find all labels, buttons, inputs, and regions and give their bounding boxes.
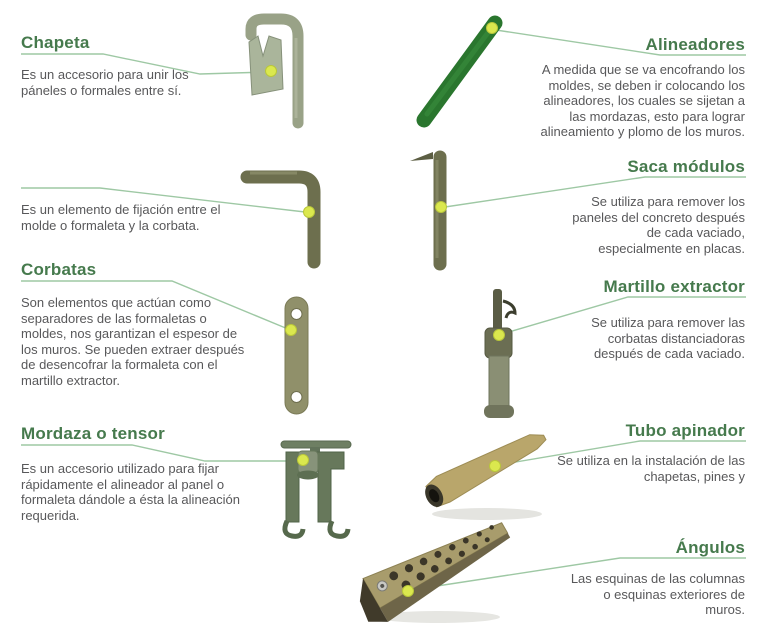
marker-dot-alineador [487,23,498,34]
description-alineadores: A medida que se va encofrando los moldes, se deben ir colocando los alineadores, los cuales se sijetan a las mordazas, esto para lograr alineamiento y plomo de los muros. [540,62,745,139]
title-angulos: Ángulos [675,538,745,557]
marker-dot-pin [304,207,315,218]
title-saca-modulos: Saca módulos [627,157,745,176]
description-corbatas: Son elementos que actúan como separadores de las formaletas o moldes, nos garantizan el espesor de los muros. Se pueden extraer después de desencofrar la formaleta con el martillo extractor. [21,295,245,388]
title-chapeta: Chapeta [21,33,90,52]
description-chapeta: Es un accesorio para unir los páneles o formales entre sí. [21,67,189,98]
title-tubo-apinador: Tubo apinador [625,421,745,440]
description-angulos: Las esquinas de las columnas o esquinas exteriores de muros. [570,571,745,617]
marker-dot-tubo [490,461,501,472]
description-martillo-extractor: Se utiliza para remover las corbatas distanciadoras después de cada vaciado. [591,315,745,361]
marker-dot-martillo [494,330,505,341]
marker-dot-angulos [403,586,414,597]
description-mordaza: Es un accesorio utilizado para fijar rápidamente el alineador al panel o formaleta dándole a ésta la alineación requerida. [21,461,240,523]
description-pin: Es un elemento de fijación entre el molde o formaleta y la corbata. [21,202,221,233]
title-corbatas: Corbatas [21,260,97,279]
pin-image [247,173,314,262]
martillo-extractor-image [484,289,515,418]
mordaza-image [281,441,351,536]
marker-dot-saca-modulos [436,202,447,213]
description-saca-modulos: Se utiliza para remover los paneles del concreto después de cada vaciado, especialmente en placas. [572,194,745,256]
title-alineadores: Alineadores [645,35,745,54]
title-martillo-extractor: Martillo extractor [603,277,745,296]
title-mordaza: Mordaza o tensor [21,424,165,443]
corbata-image [285,297,308,414]
marker-dot-mordaza [298,455,309,466]
description-tubo-apinador: Se utiliza en la instalación de las chapetas, pines y [557,453,745,484]
leader-mordaza [21,445,299,461]
tubo-apinador-image [420,423,551,520]
alineador-image [424,23,495,120]
marker-dot-corbata [286,325,297,336]
marker-dot-chapeta [266,66,277,77]
angulos-image [348,505,516,631]
